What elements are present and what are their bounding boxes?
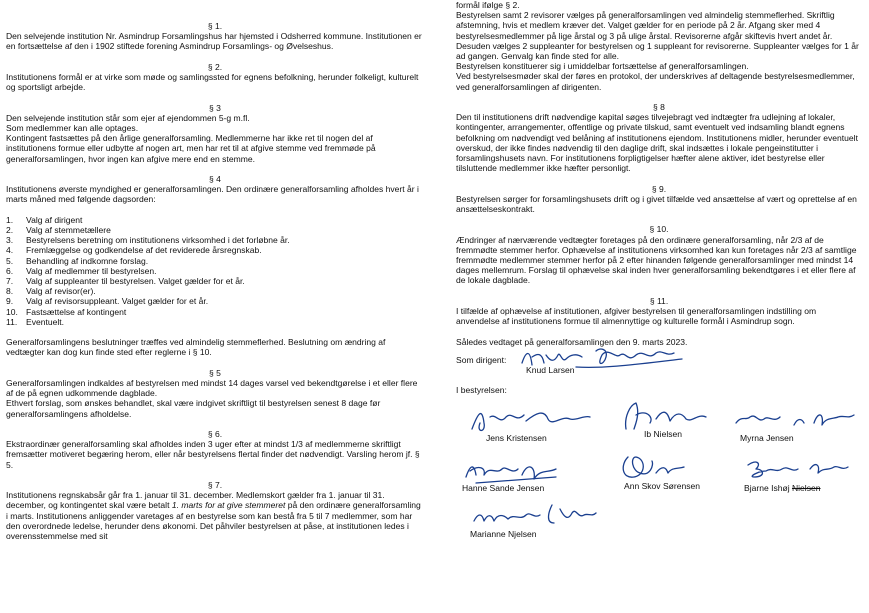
agenda-item: 8. Valg af revisor(er).	[6, 286, 96, 297]
signature	[606, 399, 716, 433]
board-member	[606, 451, 746, 497]
section-7-italic: 1. marts for at give stemmeret	[171, 500, 286, 511]
section-7-body: Institutionens regnskabsår går fra 1. januar til 31. december. Medlemskort gælder fra 1. januar til 31. december, og kontingentet skal være betalt 1. marts for at give stemmeret på den ordinære generalforsamling i marts. Institutionens anliggender varetages af en bestyrelse som kan bestå fra 5 til 7 medlemmer, som har den overordnede ledelse, herunder dens økonomi. Det påhviler bestyrelsen at påse, at institutionen ledes i overensstemmelse med sit	[6, 490, 421, 542]
section-4-title: § 4	[209, 174, 221, 184]
agenda-list	[6, 215, 424, 327]
signature	[728, 403, 858, 437]
section-7-title: § 7.	[207, 480, 223, 491]
section-1-body: Den selvejende institution Nr. Asmindrup Forsamlingshus har hjemsted i Odsherred kommune. Institutionen er en fortsættelse af den i 1902 stiftede forening Asmindrup Forsamlings- og Øvelseshus.	[6, 31, 422, 52]
section-3-line1: Den selvejende institution står som ejer af ejendommen 5-g m.fl.	[6, 112, 250, 123]
board-member	[606, 399, 746, 445]
section-4-outro: Generalforsamlingens beslutninger træffes ved almindelig stemmeflerhed. Beslutning om ændring af vedtægter kan dog kun finde sted efter reglerne i § 10.	[6, 337, 386, 358]
section-2-title: § 2.	[207, 61, 223, 72]
section-3-line3: Kontingent fastsættes på den årlige generalforsamling. Medlemmerne har ikke ret til nogen del af institutionens formue eller udbytte af nogen art, men har ret til at afgive stemme ved fremmøde på generalforsamlingen, hvor ingen kan afgive mere end en stemme.	[6, 133, 376, 164]
member-name: Ann Skov Sørensen	[624, 481, 701, 492]
section-7-body-e: Ved bestyrelsesmøder skal der føres en protokol, der underskrives af deltagende bestyrelsesmedlemmer, ved generalforsamlingen af dirigenten.	[456, 71, 855, 92]
section-3-line2: Som medlemmer kan alle optages.	[6, 123, 139, 133]
signature	[738, 453, 858, 487]
member-name: Myrna Jensen	[740, 433, 794, 444]
section-8-title: § 8	[653, 102, 665, 113]
dirigent-name: Knud Larsen	[526, 364, 575, 375]
section-4-intro: Institutionens øverste myndighed er generalforsamlingen. Den ordinære generalforsamling afholdes hvert år i marts måned med følgende dagsorden:	[6, 184, 419, 205]
agenda-item: 3. Bestyrelsens beretning om institutionens virksomhed i det forløbne år.	[6, 235, 290, 246]
board-label: I bestyrelsen:	[456, 384, 507, 395]
section-1-title: § 1.	[207, 21, 223, 31]
section-11-body: I tilfælde af ophævelse af institutionen, afgiver bestyrelsen til generalforsamlingen indstilling om anvendelse af institutionens formue til almennyttige og kulturelle formål i Asmindrup sogn.	[456, 306, 817, 327]
section-3-title: § 3	[209, 102, 221, 113]
agenda-item: 4. Fremlæggelse og godkendelse af det reviderede årsregnskab.	[6, 245, 262, 256]
dirigent-label: Som dirigent:	[456, 354, 507, 365]
section-9-body: Bestyrelsen sørger for forsamlingshusets drift og i givet tilfælde ved ansættelse af vært og oprettelse af en ansættelseskontrakt.	[456, 193, 857, 215]
section-6-title: § 6.	[207, 429, 223, 440]
section-7-continued: formål ifølge § 2.	[456, 0, 520, 10]
agenda-item: 6. Valg af medlemmer til bestyrelsen.	[6, 265, 157, 276]
member-name: Ib Nielsen	[644, 429, 683, 440]
board-member	[466, 403, 606, 449]
board-member	[456, 453, 596, 499]
section-5-title: § 5	[209, 367, 221, 378]
section-6-body: Ekstraordinær generalforsamling skal afholdes inden 3 uger efter at mindst 1/3 af medlemmerne skriftligt fremsætter motiveret begæring herom, eller når bestyrelsens flertal finder det nødvendigt. Varsling herom jf. § 5.	[6, 439, 420, 470]
agenda-item: 5. Behandling af indkomne forslag.	[6, 255, 149, 266]
section-5-body2: Ethvert forslag, som ønskes behandlet, skal være indgivet skriftligt til bestyrelsen senest 8 dage før generalforsamlingens afholdelse.	[6, 398, 381, 419]
right-column	[456, 0, 862, 545]
signature	[468, 499, 598, 533]
board-signatures	[456, 395, 862, 545]
section-10-title: § 10.	[649, 224, 669, 235]
left-column	[6, 0, 424, 541]
agenda-item: 1. Valg af dirigent	[6, 214, 83, 225]
signature	[606, 451, 706, 485]
agenda-item: 2. Valg af stemmetællere	[6, 225, 111, 235]
member-name: Marianne Njelsen	[470, 529, 537, 540]
member-name: Hanne Sande Jensen	[462, 483, 545, 494]
section-10-body: Ændringer af nærværende vedtægter foretages på den ordinære generalforsamling, når 2/3 af de fremmødte stemmer herfor. Ophævelse af institutionens virksomhed kan kun foretages når 2/3 af samtlige fremmødte medlemmer stemmer herfor på 2 efter hinanden følgende generalforsamlinger med mindst 14 dages mellemrum. Forslag til ophævelse skal inden hver generalforsamling bekendtgøres i et eller flere af de lokale dagblade.	[456, 234, 857, 286]
section-7-body-d: Bestyrelsen konstituerer sig i umiddelbar fortsættelse af generalforsamlingen.	[456, 61, 749, 72]
signature	[466, 403, 596, 437]
adoption-statement: Således vedtaget på generalforsamlingen den 9. marts 2023.	[456, 336, 688, 347]
section-11-title: § 11.	[649, 295, 669, 306]
signature	[456, 453, 566, 487]
agenda-item: 11. Eventuelt.	[6, 316, 65, 327]
section-8-body: Den til institutionens drift nødvendige kapital søges tilvejebragt ved indtægter fra udlejning af lokaler, kontingenter, arrangementer, offentlige og private tilskud, samt eventuelt ved indsamling blandt egnens befolkning om nødvendigt ved belåning af institutionens ejendom. Institutionens midler, herunder eventuelt overskud, der ikke findes nødvendig til den daglige drift, skal indsættes i lokale pengeinstitutter i forsamlingshusets navn. For institutionens forpligtigelser hæfter alene aktiver, idet bestyrelse eller tilsluttende medlemmer ikke hæfter personligt.	[456, 112, 858, 174]
section-9-title: § 9.	[651, 183, 667, 194]
member-name: Jens Kristensen	[486, 433, 547, 444]
member-name: Bjarne Ishøj Nielsen	[744, 483, 821, 494]
agenda-item: 7. Valg af suppleanter til bestyrelsen. Valget gælder for et år.	[6, 276, 245, 287]
board-member	[738, 453, 869, 499]
dirigent-signature-block	[456, 349, 862, 383]
section-7-body-c: Bestyrelsen samt 2 revisorer vælges på generalforsamlingen ved almindelig stemmeflerhed. Skriftlig afstemning, hvis et medlem kræver det. Valget gælder for en periode på 2 år. Afgang sker med 4 bestyrelsesmedlemmer på lige årstal og 3 på ulige årstal. Revisorerne afgår skiftevis hvert andet år. Desuden vælges 2 suppleanter for bestyrelsen og 1 suppleant for revisorerne. Suppleanter vælges for 1 år ad gangen. Genvalg kan finde sted for alle.	[456, 10, 859, 62]
agenda-item: 10. Fastsættelse af kontingent	[6, 306, 127, 317]
agenda-item: 9. Valg af revisorsuppleant. Valget gælder for et år.	[6, 296, 209, 307]
section-5-body: Generalforsamlingen indkaldes af bestyrelsen med mindst 14 dages varsel ved bekendtgørelse i et eller flere af de på egnen udkommende dagblade.	[6, 378, 418, 399]
section-2-body: Institutionens formål er at virke som møde og samlingssted for egnens befolkning, herunder folkeligt, kulturelt og sportsligt arbejde.	[6, 72, 419, 93]
board-member	[728, 403, 868, 449]
board-member	[468, 499, 608, 545]
